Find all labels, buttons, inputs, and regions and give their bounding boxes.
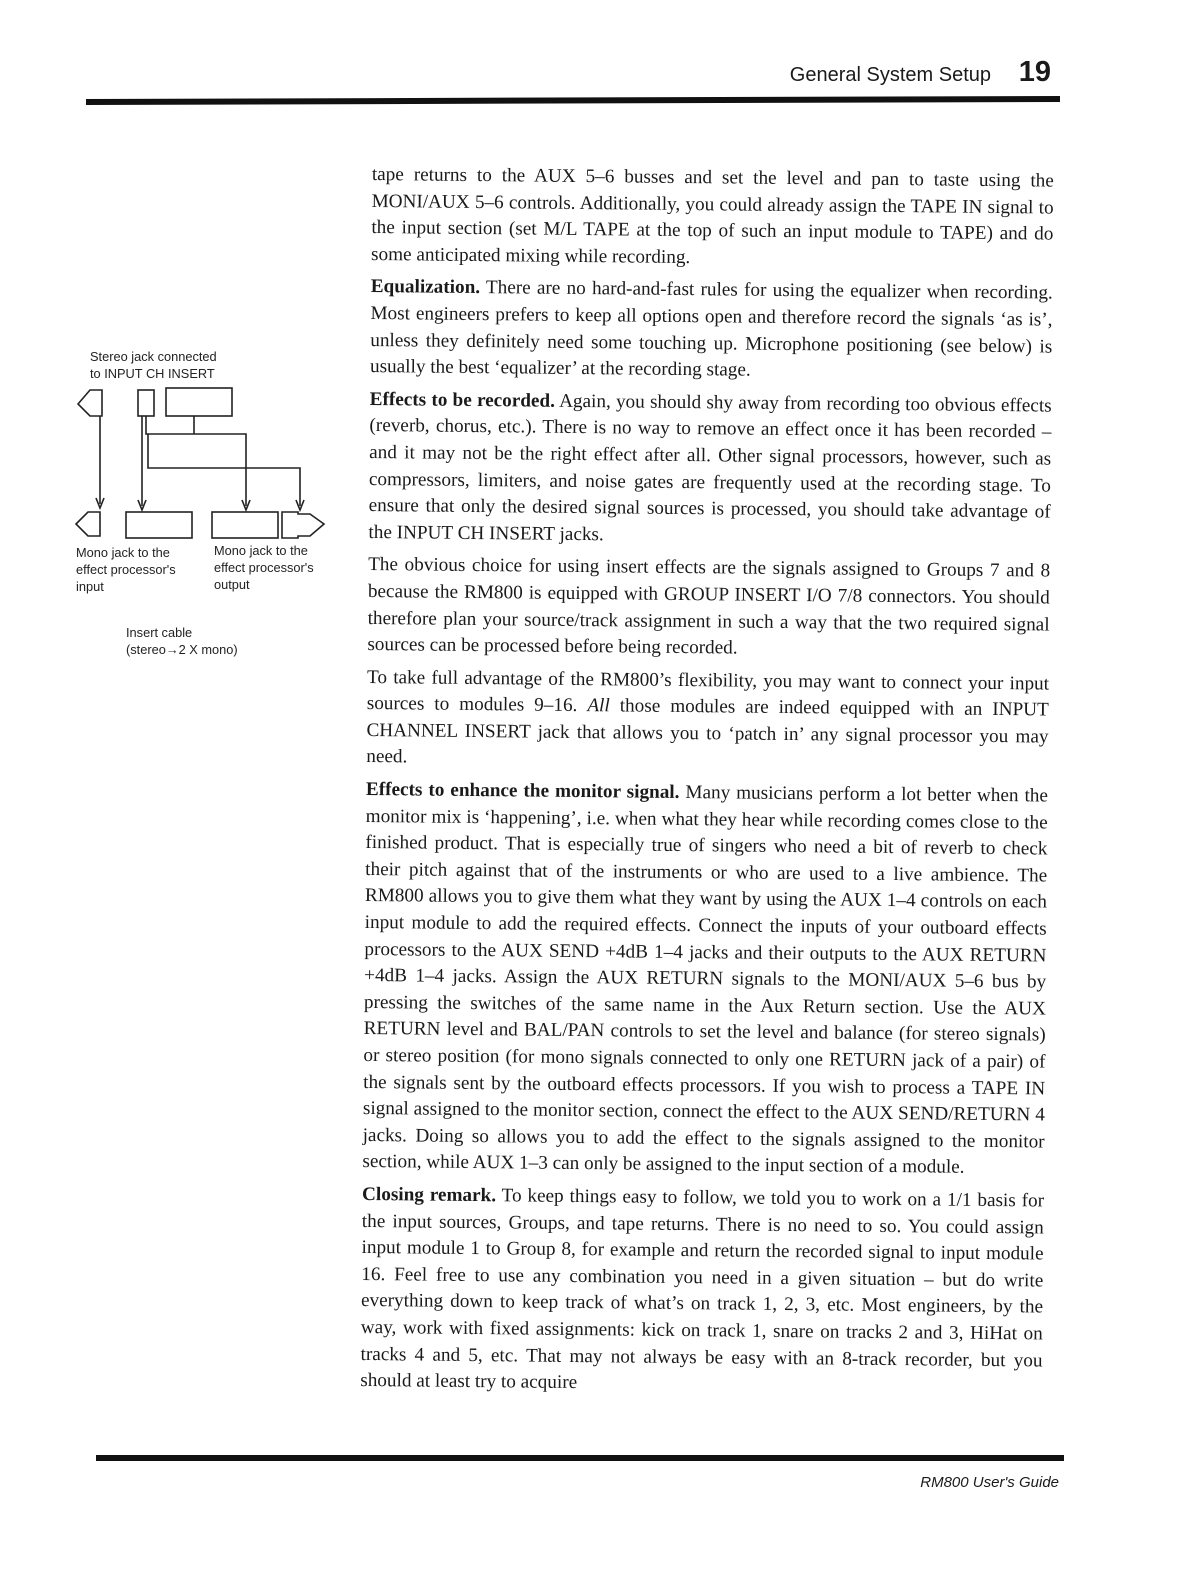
paragraph-insert-effects [367,552,1050,665]
cable-line-3 [146,416,246,506]
footer-rule [96,1455,1064,1461]
mono-plug-right-body [212,512,278,538]
paragraph-monitor-signal [362,777,1048,1182]
mono-output-label [214,542,314,593]
paragraph-text-before: To take full advantage of the RM800’s flexibility, you may want to connect your input sources to modules 9–16. [366,666,1050,717]
stereo-jack-label-line2: to INPUT CH INSERT [90,366,215,381]
paragraph-equalization [370,274,1053,387]
stereo-plug-tip [78,390,102,416]
stereo-plug-body [166,388,232,416]
insert-cable-diagram [70,346,350,666]
mono-input-label-line1: Mono jack to the [76,545,170,560]
insert-cable-figure [70,346,350,666]
page-number: 19 [1018,56,1051,88]
mono-input-label-line2: effect processor's [76,562,176,577]
insert-cable-label [126,624,238,658]
cable-line-4 [148,434,300,506]
header-section-title: General System Setup [789,64,991,86]
mono-plug-left-tip [76,512,100,536]
paragraph-text: There are no hard-and-fast rules for using the equalizer when recording. Most engineers prefers to keep all options open and therefore record the signals ‘as is’, unless they definitely need some touching up. Microphone positioning (see below) is usually the best ‘equalizer’ at the recording stage. [369,277,1053,381]
insert-cable-label-line1: Insert cable [126,625,193,640]
paragraph-heading: Closing remark. [361,1183,497,1207]
paragraph-flexibility [366,665,1049,778]
paragraph-italic: All [587,695,610,717]
stereo-jack-label [90,348,217,382]
footer-guide-title: RM800 User's Guide [920,1474,1059,1491]
insert-cable-label-line2: (stereo→2 X mono) [126,642,238,657]
header-rule [86,96,1060,105]
mono-input-label [76,544,176,595]
mono-plug-left-body [126,512,192,538]
paragraph-text: The obvious choice for using insert effects are the signals assigned to Groups 7 and 8 because the RM800 is equipped with GROUP INSERT I/O 7/8 connectors. You should therefore plan your source/track assignment in such a way that the two required signal sources can be processed before being recorded. [367,554,1051,659]
paragraph-heading: Effects to be recorded. [369,388,556,412]
paragraph-text: To keep things easy to follow, we told you to work on a 1/1 basis for the input sources, Groups, and tape returns. There is no need to so. You could assign input module 1 to Group 8, for example and return the recorded signal to input module 16. Feel free to use any combination you need in a given situation – but do write everything down to keep track of what’s on track 1, 2, 3, etc. Most engineers, by the way, work with fixed assignments: kick on track 1, snare on tracks 2 and 3, HiHat on tracks 4 and 5, etc. That may not always be easy with an 8-track recorder, but you should at least try to acquire [360,1185,1045,1394]
stereo-plug-collar [138,390,154,416]
mono-plug-right-tip [282,512,324,538]
mono-output-label-line3: output [214,577,250,592]
body-text [360,162,1054,1407]
paragraph-heading: Equalization. [370,276,481,299]
paragraph-tape-returns [371,162,1054,275]
mono-output-label-line1: Mono jack to the [214,543,308,558]
paragraph-text-after: those modules are indeed equipped with an INPUT CHANNEL INSERT jack that allows you to ‘patch in’ any signal processor you may need. [366,695,1049,768]
paragraph-effects-recorded [368,387,1052,553]
stereo-jack-label-line1: Stereo jack connected [90,349,217,364]
paragraph-heading: Effects to enhance the monitor signal. [365,779,680,804]
paragraph-text: Again, you should shy away from recording too obvious effects (reverb, chorus, etc.). There is no way to remove an effect once it has been recorded – and it may not be the right effect after all. Other signal processors, however, such as compressors, limiters, and noise gates are frequently used at the recording stage. To ensure that only the desired signal sources is processed, you should take advantage of the INPUT CH INSERT jacks. [368,390,1052,545]
paragraph-text: tape returns to the AUX 5–6 busses and set the level and pan to taste using the MONI/AUX 5–6 controls. Additionally, you could already assign the TAPE IN signal to the input section (set M/L TAPE at the top of such an input module to TAPE) and do some anticipated mixing while recording. [371,163,1054,268]
mono-input-label-line3: input [76,579,104,594]
paragraph-text: Many musicians perform a lot better when the monitor mix is ‘happening’, i.e. when what they hear while recording comes close to the finished product. That is especially true of singers who need a bit of reverb to check their pitch against that of the instruments or who are used to a live ambience. The RM800 allows you to give them what they want by using the AUX 1–4 controls on each input module to add the required effects. Connect the inputs of your outboard effects processors to the AUX SEND +4dB 1–4 jacks and their outputs to the AUX RETURN +4dB 1–4 jacks. Assign the AUX RETURN signals to the MONI/AUX 5–6 bus by pressing the switches of the same name in the Aux Return section. Use the AUX RETURN level and BAL/PAN controls to set the level and balance (for stereo signals) or stereo position (for mono signals connected to only one RETURN jack of a pair) of the signals sent by the outboard effects processors. If you wish to process a TAPE IN signal assigned to the monitor section, connect the effect to the AUX SEND/RETURN 4 jacks. Doing so allows you to add the effect to the signals assigned to the monitor section, while AUX 1–3 can only be assigned to the input section of a module. [362,782,1049,1179]
mono-output-label-line2: effect processor's [214,560,314,575]
paragraph-closing-remark [360,1182,1044,1401]
